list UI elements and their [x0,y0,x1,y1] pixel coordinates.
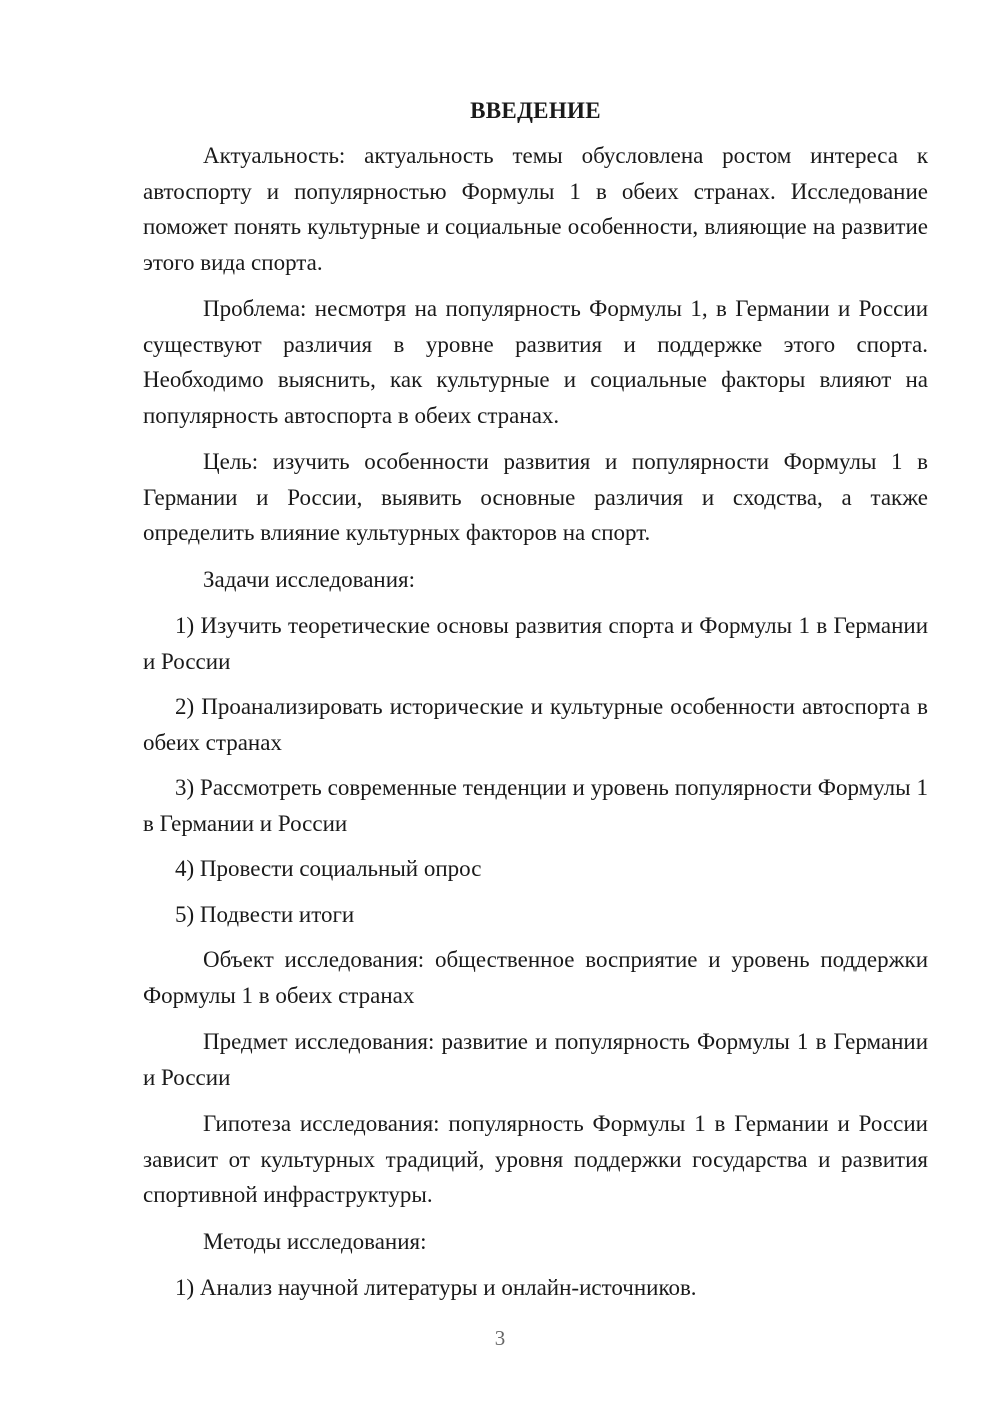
page-title: ВВЕДЕНИЕ [470,98,601,123]
paragraph-object: Объект исследования: общественное восприятие и уровень поддержки Формулы 1 в обеих странах [143,947,928,1008]
tasks-heading: Задачи исследования: [203,566,416,592]
paragraph-problem: Проблема: несмотря на популярность Формулы 1, в Германии и России существуют различия в уровне развития и поддержке этого спорта. Необходимо выяснить, как культурные и социальные факторы влияют на популярность автоспорта в обеих странах. [143,296,928,428]
method-item-1: 1) Анализ научной литературы и онлайн-источников. [175,1275,697,1300]
task-item-3: 3) Рассмотреть современные тенденции и уровень популярности Формулы 1 в Германии и России [143,775,928,836]
paragraph-relevance: Актуальность: актуальность темы обусловлена ростом интереса к автоспорту и популярностью Формулы 1 в обеих странах. Исследование поможет понять культурные и социальные особенности, влияющие на развитие этого вида спорта. [143,143,928,275]
task-item-1: 1) Изучить теоретические основы развития спорта и Формулы 1 в Германии и России [143,613,928,674]
document-page [143,96,928,1316]
page-number: 3 [494,1326,506,1350]
paragraph-goal: Цель: изучить особенности развития и популярности Формулы 1 в Германии и России, выявить основные различия и сходства, а также определить влияние культурных факторов на спорт. [143,449,928,545]
methods-heading: Методы исследования: [203,1228,427,1254]
task-item-5: 5) Подвести итоги [175,901,355,927]
task-item-4: 4) Провести социальный опрос [175,856,482,881]
paragraph-subject: Предмет исследования: развитие и популярность Формулы 1 в Германии и России [143,1029,928,1090]
task-item-2: 2) Проанализировать исторические и культурные особенности автоспорта в обеих странах [143,694,928,755]
paragraph-hypothesis: Гипотеза исследования: популярность Формулы 1 в Германии и России зависит от культурных традиций, уровня поддержки государства и развития спортивной инфраструктуры. [143,1111,928,1207]
